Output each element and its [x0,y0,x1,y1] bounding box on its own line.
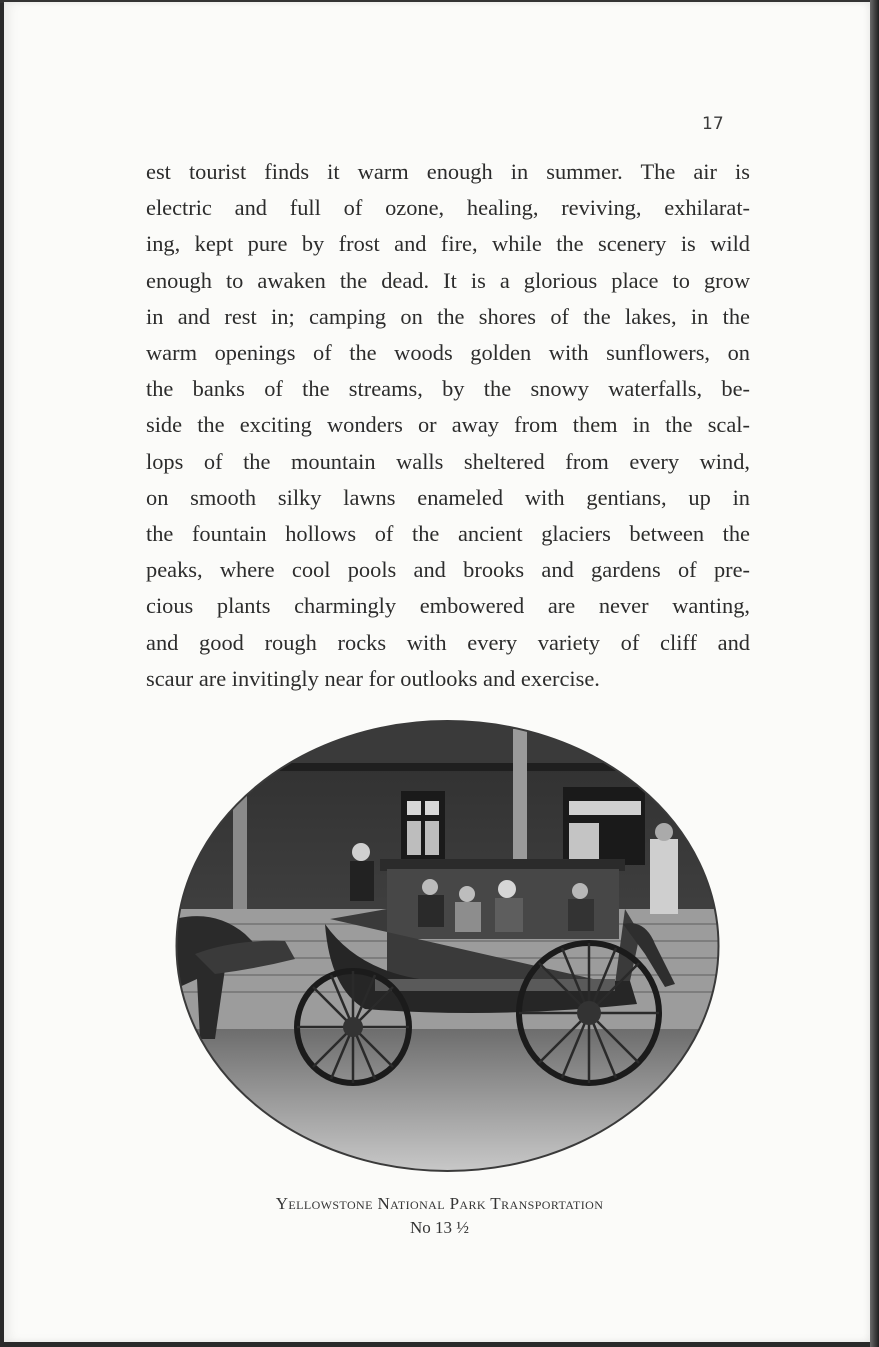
caption-title: Yellowstone National Park Transportation [275,1194,604,1213]
text-line: scaur are invitingly near for outlooks and exercise. [146,665,600,691]
text-line: in and rest in; camping on the shores of the lakes, in the [146,303,750,329]
text-line: side the exciting wonders or away from them in the scal- [146,412,750,438]
text-line: ing, kept pure by frost and fire, while the scenery is wild [146,231,750,257]
page-number: 17 [702,114,724,134]
text-line: peaks, where cool pools and brooks and gardens of pre- [146,557,750,583]
text-line: lops of the mountain walls sheltered from every wind, [146,448,750,474]
stagecoach-photo-icon [175,719,720,1173]
caption-subtitle: No 13 ½ [409,1218,470,1237]
text-line: electric and full of ozone, healing, reviving, exhilarat- [146,195,750,221]
text-line: the fountain hollows of the ancient glaciers between the [146,521,750,547]
text-line: est tourist finds it warm enough in summer. The air is [146,159,750,184]
text-line: the banks of the streams, by the snowy waterfalls, be- [146,376,750,402]
text-line: on smooth silky lawns enameled with gentians, up in [146,484,750,510]
text-line: enough to awaken the dead. It is a glorious place to grow [146,267,750,293]
text-line: cious plants charmingly embowered are never wanting, [146,593,750,619]
body-paragraph [146,154,750,697]
text-line: warm openings of the woods golden with sunflowers, on [146,340,750,366]
figure-caption [0,1192,879,1240]
text-line: and good rough rocks with every variety of cliff and [146,629,750,655]
scan-right-edge [870,0,879,1347]
